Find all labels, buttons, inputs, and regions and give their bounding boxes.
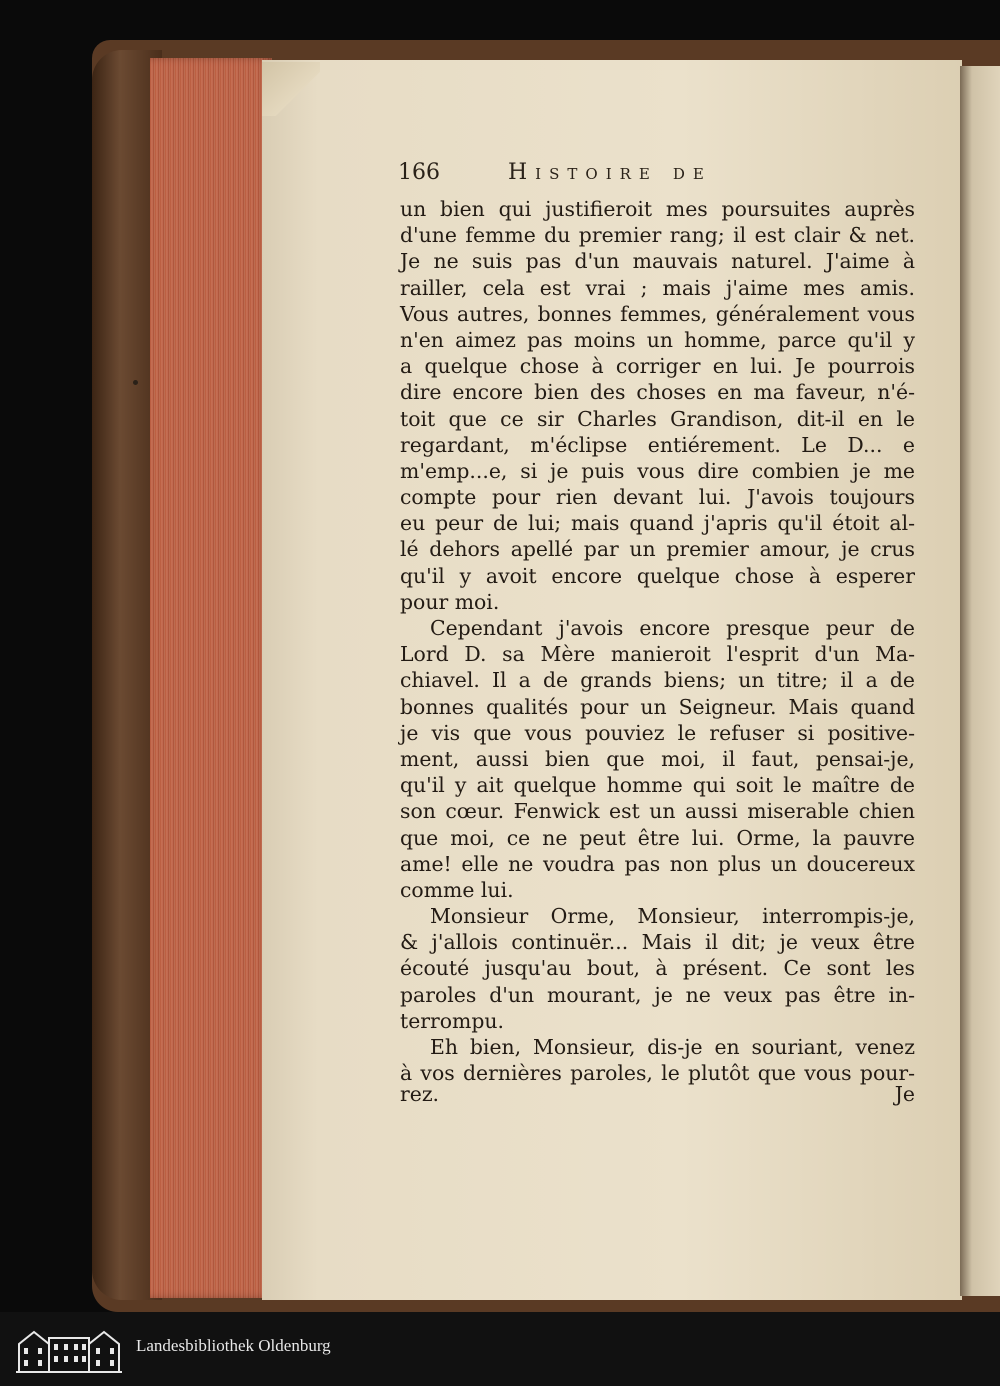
text-line: m'emp...e, si je puis vous dire combien je me bbox=[400, 458, 915, 483]
text-line: que moi, ce ne peut être lui. Orme, la pauvre bbox=[400, 825, 915, 850]
text-line: ment, aussi bien que moi, il faut, pensai-je, bbox=[400, 746, 915, 771]
text-line: qu'il y avoit encore quelque chose à esperer bbox=[400, 563, 915, 588]
text-line: pour moi. bbox=[400, 589, 500, 614]
text-line: comme lui. bbox=[400, 877, 514, 902]
text-line: écouté jusqu'au bout, à présent. Ce sont les bbox=[400, 956, 915, 981]
text-line: Lord D. sa Mère manieroit l'esprit d'un Ma- bbox=[400, 642, 915, 667]
text-line: n'en aimez pas moins un homme, parce qu'il y bbox=[400, 327, 915, 352]
text-line: compte pour rien devant lui. J'avois toujours bbox=[400, 485, 915, 510]
last-line: rez. bbox=[400, 1082, 440, 1106]
text-line: bonnes qualités pour un Seigneur. Mais quand bbox=[400, 694, 915, 719]
text-line: ame! elle ne voudra pas non plus un doucereux bbox=[400, 851, 915, 876]
text-line: d'une femme du premier rang; il est clair & net. bbox=[400, 223, 915, 248]
catchword: Je bbox=[894, 1082, 915, 1106]
text-line: eu peur de lui; mais quand j'apris qu'il étoit al- bbox=[400, 511, 915, 536]
text-line: qu'il y ait quelque homme qui soit le maître de bbox=[400, 773, 915, 798]
text-line: regardant, m'éclipse entiérement. Le D... e bbox=[400, 432, 915, 457]
text-line: dire encore bien des choses en ma faveur, n'é- bbox=[400, 380, 915, 405]
library-name: Landesbibliothek Oldenburg bbox=[136, 1336, 331, 1355]
page-edges bbox=[150, 58, 272, 1298]
running-title: Histoire de bbox=[508, 160, 712, 185]
text-line: terrompu. bbox=[400, 1008, 505, 1033]
margin-mark bbox=[133, 380, 138, 385]
text-line: à vos dernières paroles, le plutôt que vous pour- bbox=[400, 1061, 915, 1086]
folded-corner bbox=[262, 62, 320, 116]
page-header bbox=[398, 160, 918, 194]
text-line: paroles d'un mourant, je ne veux pas être in- bbox=[400, 982, 915, 1007]
text-line: toit que ce sir Charles Grandison, dit-il en le bbox=[400, 406, 915, 431]
text-line: je vis que vous pouviez le refuser si positive- bbox=[400, 720, 915, 745]
footer-bar bbox=[0, 1312, 1000, 1386]
text-line: Vous autres, bonnes femmes, généralement vous bbox=[400, 301, 915, 326]
last-line-row bbox=[400, 1082, 915, 1108]
text-line: Eh bien, Monsieur, dis-je en souriant, venez bbox=[430, 1035, 915, 1059]
text-line: & j'allois continuër... Mais il dit; je veux être bbox=[400, 930, 915, 955]
text-line: un bien qui justifieroit mes poursuites auprès bbox=[400, 197, 915, 221]
text-line: son cœur. Fenwick est un aussi miserable chien bbox=[400, 799, 915, 824]
page-number: 166 bbox=[398, 160, 440, 185]
body-text bbox=[400, 196, 915, 1086]
text-line: lé dehors apellé par un premier amour, je crus bbox=[400, 537, 915, 562]
text-line: Monsieur Orme, Monsieur, interrompis-je, bbox=[430, 904, 915, 929]
text-line: chiavel. Il a de grands biens; un titre; il a de bbox=[400, 668, 915, 693]
library-building-icon bbox=[14, 1324, 124, 1374]
text-line: Cependant j'avois encore presque peur de bbox=[430, 616, 915, 640]
text-line: a quelque chose à corriger en lui. Je pourrois bbox=[400, 354, 915, 379]
facing-page-edge bbox=[960, 66, 1000, 1296]
text-line: railler, cela est vrai ; mais j'aime mes amis. bbox=[400, 275, 915, 300]
text-line: Je ne suis pas d'un mauvais naturel. J'aime à bbox=[400, 249, 915, 274]
